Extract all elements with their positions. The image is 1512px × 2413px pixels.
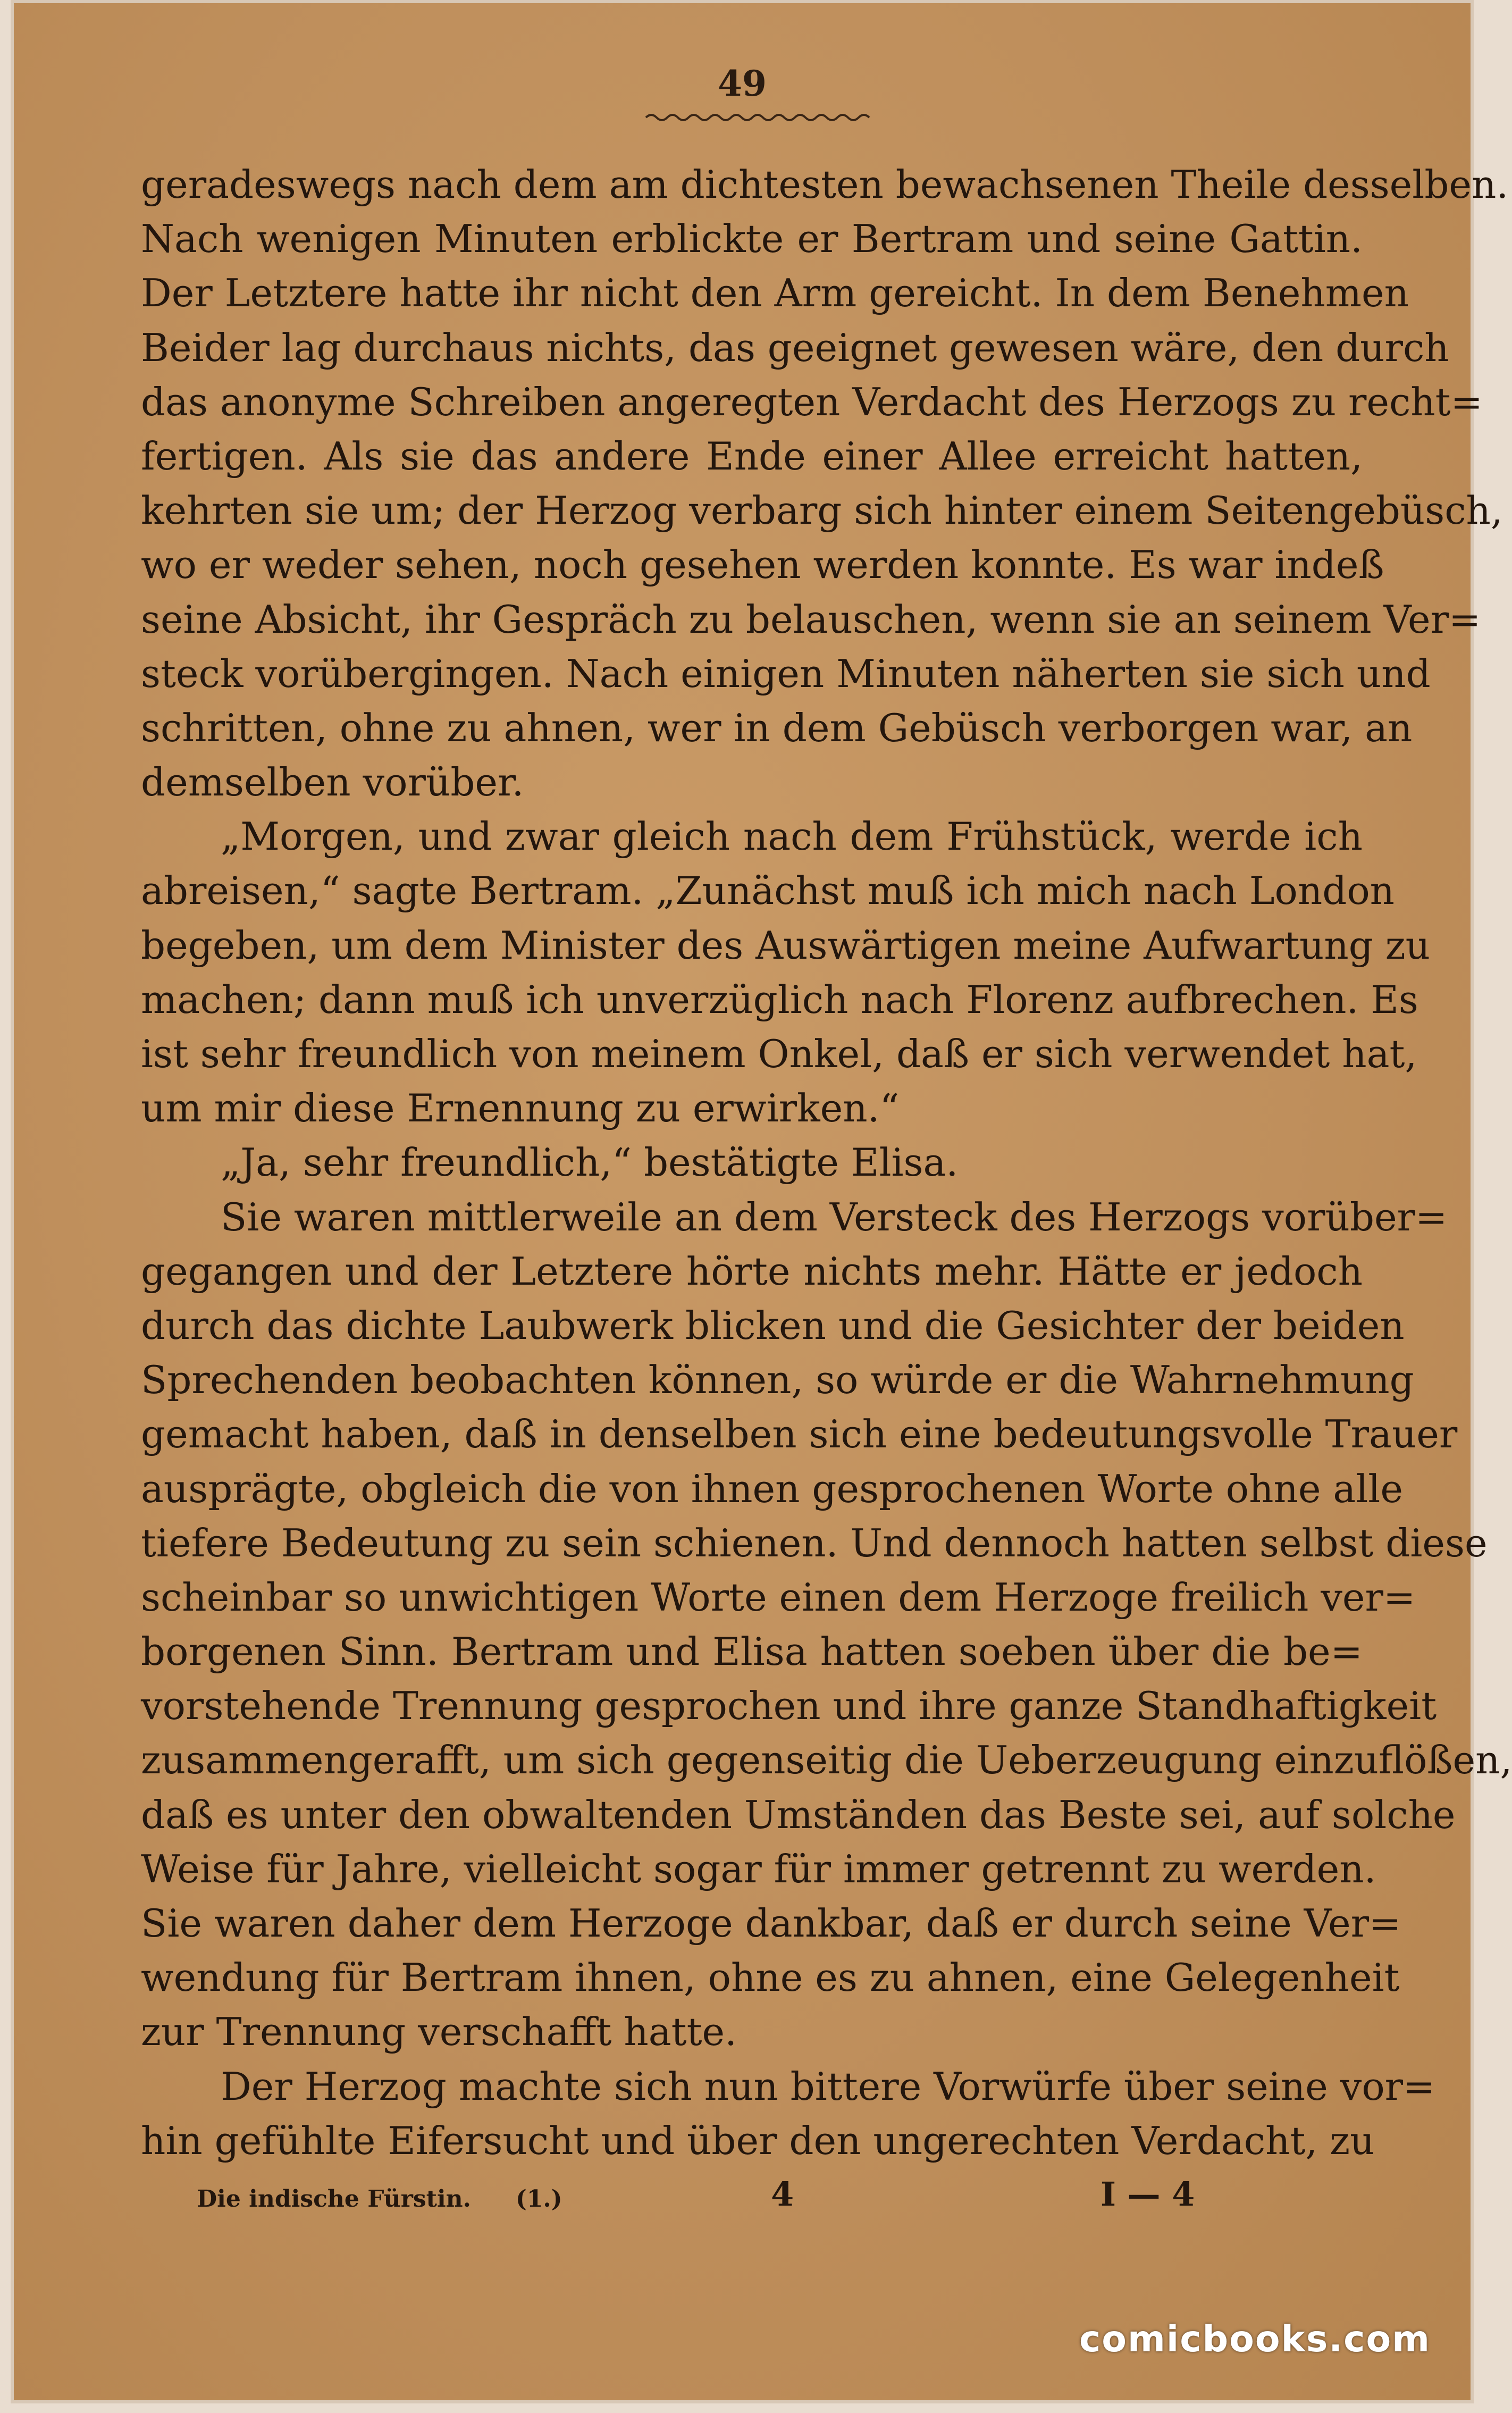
text-line: Nach wenigen Minuten erblickte er Bertram und seine Gattin. (141, 216, 1363, 262)
text-line: Beider lag durchaus nichts, das geeignet gewesen wäre, den durch (141, 325, 1449, 370)
text-line: um mir diese Ernennung zu erwirken.“ (141, 1086, 900, 1131)
page-footer (197, 2175, 1260, 2217)
text-line: durch das dichte Laubwerk blicken und die Gesichter der beiden (141, 1303, 1405, 1348)
text-line: schritten, ohne zu ahnen, wer in dem Gebüsch verborgen war, an (141, 705, 1413, 750)
text-line: „Ja, sehr freundlich,“ bestätigte Elisa. (221, 1140, 959, 1185)
text-line: Sie waren mittlerweile an dem Versteck des Herzogs vorüber= (221, 1194, 1448, 1239)
text-line: scheinbar so unwichtigen Worte einen dem Herzoge freilich ver= (141, 1574, 1416, 1620)
text-line: vorstehende Trennung gesprochen und ihre ganze Standhaftigkeit (141, 1683, 1437, 1729)
text-line: wo er weder sehen, noch gesehen werden konnte. Es war indeß (141, 542, 1384, 588)
text-line: „Morgen, und zwar gleich nach dem Frühstück, werde ich (221, 814, 1363, 859)
text-line: zusammengerafft, um sich gegenseitig die Ueberzeugung einzuflößen, (141, 1738, 1512, 1783)
text-line: tiefere Bedeutung zu sein schienen. Und dennoch hatten selbst diese (141, 1520, 1488, 1565)
text-line: kehrten sie um; der Herzog verbarg sich hinter einem Seitengebüsch, (141, 488, 1503, 533)
text-line: geradeswegs nach dem am dichtesten bewachsenen Theile desselben. (141, 162, 1509, 207)
text-line: hin gefühlte Eifersucht und über den ungerechten Verdacht, zu (141, 2118, 1375, 2163)
footer-book-title: Die indische Fürstin. (197, 2185, 471, 2213)
text-line: gegangen und der Letztere hörte nichts mehr. Hätte er jedoch (141, 1249, 1363, 1294)
text-line: steck vorübergingen. Nach einigen Minuten näherten sie sich und (141, 651, 1431, 696)
text-line: wendung für Bertram ihnen, ohne es zu ahnen, eine Gelegenheit (141, 1955, 1400, 2000)
watermark: comicbooks.com (1079, 2318, 1431, 2360)
text-line: daß es unter den obwaltenden Umständen das Beste sei, auf solche (141, 1792, 1456, 1837)
text-line: Weise für Jahre, vielleicht sogar für immer getrennt zu werden. (141, 1846, 1376, 1891)
decorative-rule (646, 112, 869, 123)
text-line: gemacht haben, daß in denselben sich eine bedeutungsvolle Trauer (141, 1412, 1458, 1457)
text-line: Der Herzog machte sich nun bittere Vorwürfe über seine vor= (221, 2064, 1435, 2109)
page-number: 49 (718, 63, 767, 104)
book-page (11, 0, 1512, 2403)
text-line: borgenen Sinn. Bertram und Elisa hatten soeben über die be= (141, 1629, 1363, 1674)
text-line: Der Letztere hatte ihr nicht den Arm gereicht. In dem Benehmen (141, 271, 1409, 316)
text-line: das anonyme Schreiben angeregten Verdacht des Herzogs zu recht= (141, 379, 1483, 424)
text-line: zur Trennung verschafft hatte. (141, 2009, 737, 2055)
footer-sheet-number: 4 (771, 2175, 794, 2214)
text-line: Sprechenden beobachten können, so würde er die Wahrnehmung (141, 1358, 1414, 1403)
text-line: seine Absicht, ihr Gespräch zu belauschen, wenn sie an seinem Ver= (141, 597, 1481, 642)
body-text (141, 157, 1512, 2168)
text-line: machen; dann muß ich unverzüglich nach Florenz aufbrechen. Es (141, 977, 1418, 1022)
text-line: abreisen,“ sagte Bertram. „Zunächst muß ich mich nach London (141, 868, 1395, 914)
text-line: fertigen. Als sie das andere Ende einer Allee erreicht hatten, (141, 433, 1363, 479)
text-line: ausprägte, obgleich die von ihnen gesprochenen Worte ohne alle (141, 1466, 1403, 1511)
footer-issue: (1.) (516, 2185, 562, 2213)
text-line: demselben vorüber. (141, 760, 524, 805)
text-line: ist sehr freundlich von meinem Onkel, daß er sich verwendet hat, (141, 1032, 1417, 1076)
text-line: Sie waren daher dem Herzoge dankbar, daß er durch seine Ver= (141, 1901, 1401, 1946)
footer-signature: I — 4 (1101, 2175, 1195, 2214)
text-line: begeben, um dem Minister des Auswärtigen meine Aufwartung zu (141, 923, 1431, 968)
